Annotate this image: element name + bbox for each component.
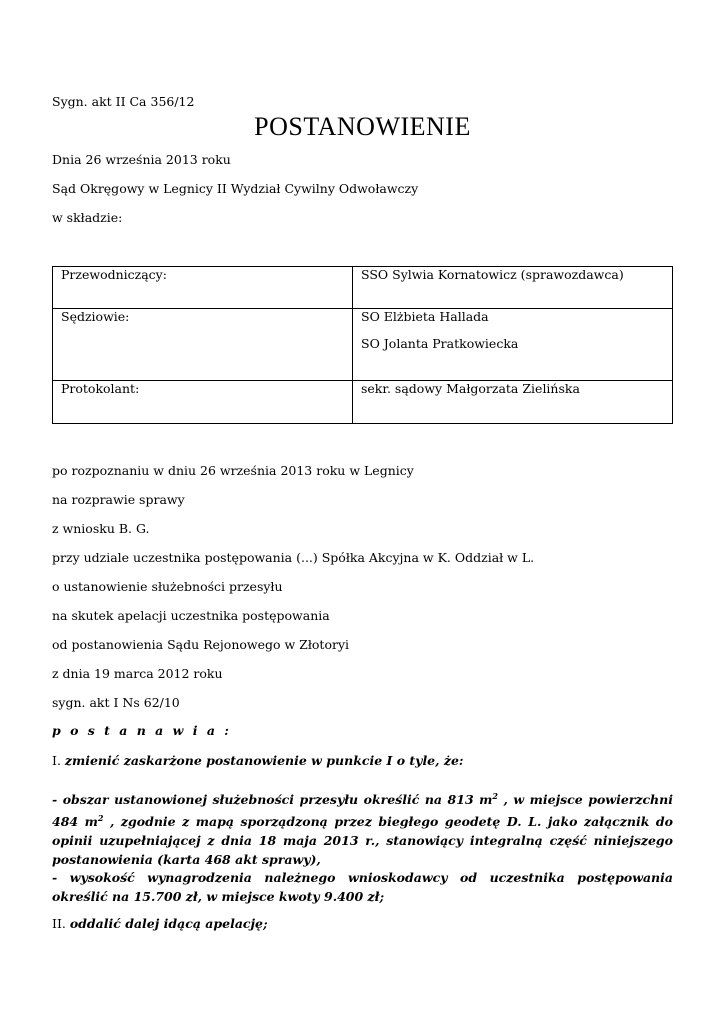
- case-reference: Sygn. akt II Ca 356/12: [52, 94, 195, 109]
- bullet-compensation: - wysokość wynagrodzenia należnego wnioskodawcy od uczestnika postępowania określić na 15.700 zł, w miejsce kwoty 9.400 zł;: [52, 870, 673, 904]
- body-line: po rozpoznaniu w dniu 26 września 2013 roku w Legnicy: [52, 463, 414, 478]
- table-row: [53, 267, 673, 309]
- body-line: na skutek apelacji uczestnika postępowania: [52, 608, 330, 623]
- item-number: I.: [52, 753, 61, 768]
- judge-name: SO Elżbieta Hallada: [361, 309, 489, 324]
- role-cell: Protokolant:: [53, 381, 353, 424]
- bullet-text: - obszar ustanowionej służebności przesyłu określić na 813 m: [52, 792, 493, 807]
- body-line: przy udziale uczestnika postępowania (...) Spółka Akcyjna w K. Oddział w L.: [52, 550, 535, 565]
- name-cell: [353, 309, 673, 381]
- bullet-text: , zgodnie z mapą sporządzoną przez biegłego geodetę D. L. jako załącznik do opinii uzupełniającej z dnia 18 maja 2013 r., stanowiący integralną część niniejszego postanowienia (karta 468 akt sprawy),: [52, 814, 673, 867]
- item-2: [52, 916, 268, 931]
- body-line: z wniosku B. G.: [52, 521, 150, 536]
- item-text: oddalić dalej idącą apelację;: [69, 916, 268, 931]
- bullet-area: [52, 787, 673, 869]
- body-line: na rozprawie sprawy: [52, 492, 185, 507]
- superscript: 2: [97, 813, 104, 823]
- court-panel-table: [52, 266, 673, 424]
- decides-heading: p o s t a n a w i a :: [52, 723, 232, 738]
- judge-name: SO Jolanta Pratkowiecka: [361, 336, 519, 351]
- body-line: sygn. akt I Ns 62/10: [52, 695, 180, 710]
- item-text: zmienić zaskarżone postanowienie w punkcie I o tyle, że:: [64, 753, 464, 768]
- item-number: II.: [52, 916, 66, 931]
- composition-label: w składzie:: [52, 210, 123, 225]
- document-title: POSTANOWIENIE: [254, 112, 471, 141]
- item-1: [52, 753, 464, 768]
- body-line: od postanowienia Sądu Rejonowego w Złotoryi: [52, 637, 350, 652]
- role-cell: Przewodniczący:: [53, 267, 353, 309]
- table-row: [53, 381, 673, 424]
- table-row: [53, 309, 673, 381]
- body-line: o ustanowienie służebności przesyłu: [52, 579, 283, 594]
- court-line: Sąd Okręgowy w Legnicy II Wydział Cywilny Odwoławczy: [52, 181, 419, 196]
- name-cell: SSO Sylwia Kornatowicz (sprawozdawca): [353, 267, 673, 309]
- date-line: Dnia 26 września 2013 roku: [52, 152, 231, 167]
- name-cell: sekr. sądowy Małgorzata Zielińska: [353, 381, 673, 424]
- body-line: z dnia 19 marca 2012 roku: [52, 666, 223, 681]
- role-cell: Sędziowie:: [53, 309, 353, 381]
- superscript: 2: [492, 791, 498, 801]
- bullet-text: , w miejsce powierzchni 484 m: [52, 792, 673, 829]
